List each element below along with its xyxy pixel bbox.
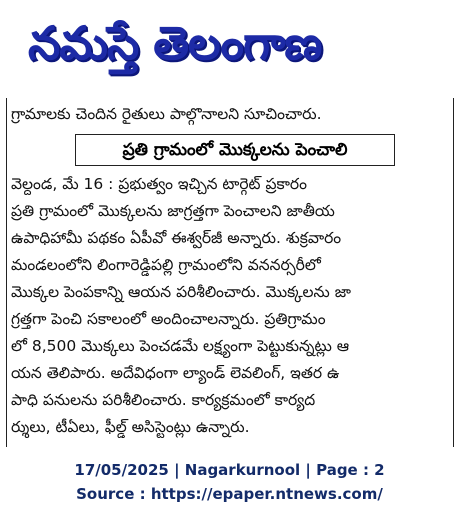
body-line-7: లో 8,500 మొక్కలు పెంచడమే లక్ష్యంగా పెట్టుకున్నట్లు ఆ [11,337,350,355]
lead-line: గ్రామాలకు చెందిన రైతులు పాల్గొనాలని సూచించారు. [11,105,322,123]
body-line-8: యన తెలిపారు. అదేవిధంగా ల్యాండ్ లెవలింగ్, ఇతర ఉ [11,364,340,382]
body-line-1: వెల్దండ, మే 16 : ప్రభుత్వం ఇచ్చిన టార్గెట్ ప్రకారం [11,175,307,193]
footer [0,458,459,530]
masthead-title: నమస్తే తెలంగాణ [28,16,322,70]
headline-box [75,134,395,166]
body-line-9: పాధి పనులను పరిశీలించారు. కార్యక్రమంలో కార్యద [11,391,316,409]
newspaper-masthead [0,0,459,92]
body-line-4: మండలంలోని లింగారెడ్డిపల్లి గ్రామంలోని వననర్సరీలో [11,256,321,274]
article-clipping [6,98,454,447]
body-line-10: ర్శులు, టీఏలు, ఫీల్డ్ అసిస్టెంట్లు ఉన్నారు. [11,418,250,436]
footer-source-link[interactable]: Source : https://epaper.ntnews.com/ [76,485,383,503]
footer-date-edition: 17/05/2025 | Nagarkurnool | Page : 2 [74,461,385,479]
body-line-6: గ్రత్తగా పెంచి సకాలంలో అందించాలన్నారు. ప్రతిగ్రామం [11,310,326,328]
body-line-3: ఉపాధిహామీ పథకం ఏపీవో ఈశ్వర్‌జీ అన్నారు. శుక్రవారం [11,229,342,247]
body-line-5: మొక్కల పెంపకాన్ని ఆయన పరిశీలించారు. మొక్కలను జా [11,283,351,301]
body-line-2: ప్రతి గ్రామంలో మొక్కలను జాగ్రత్తగా పెంచాలని జాతీయ [11,202,335,220]
article-headline: ప్రతి గ్రామంలో మొక్కలను పెంచాలి [122,140,348,160]
